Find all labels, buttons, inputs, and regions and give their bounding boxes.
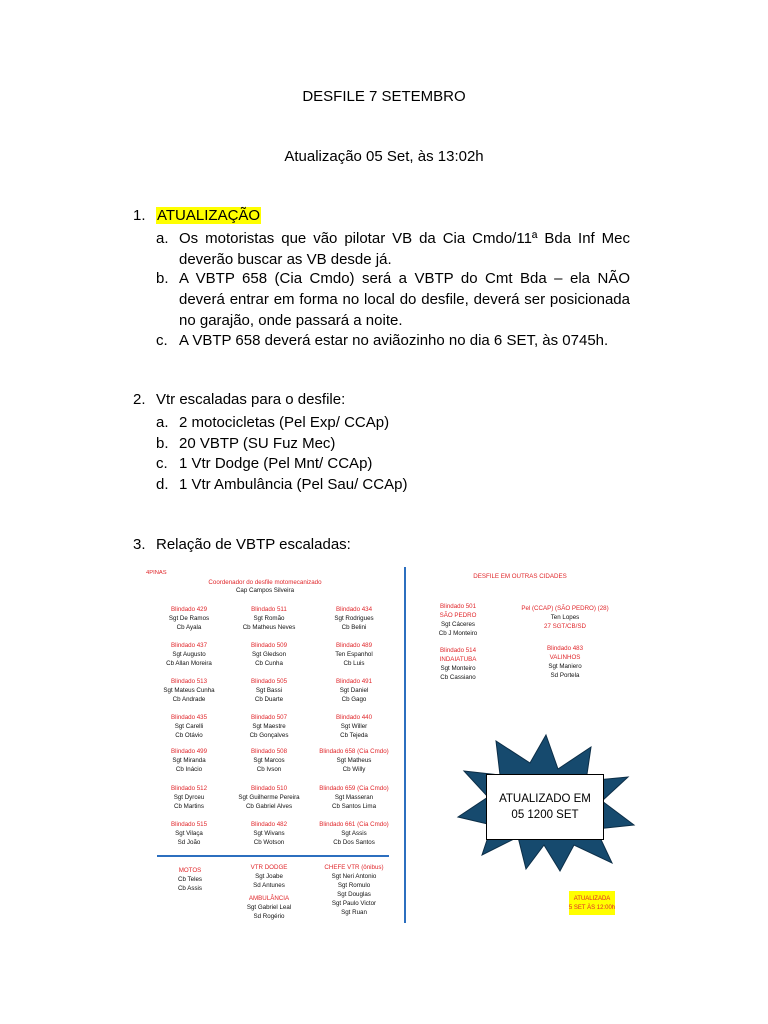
ambulancia-title: AMBULÂNCIA [248,895,290,902]
roster-crew-member: Cb Martins [174,803,204,810]
roster-crew-member: Cb Andrade [172,696,206,703]
section-3-title: Relação de VBTP escaladas: [156,536,351,553]
roster-vehicle: Blindado 489 [335,642,373,649]
roster-crew-member: Ten Espanhol [335,651,373,658]
roster-crew-member: Sgt Maestre [252,723,286,730]
roster-crew-member: Cb Wotson [253,839,285,846]
item-letter: c. [156,332,168,349]
roster-vehicle: Blindado 505 [250,678,288,685]
roster-vehicle: Blindado 509 [250,642,288,649]
dodge-crew-2: Sd Antunes [253,882,285,889]
roster-crew-member: Sgt Miranda [172,757,206,764]
roster-crew-member: Sgt Marcos [253,757,285,764]
roster-crew-member: Sgt Assis [341,830,367,837]
section-2-heading [133,391,345,408]
coordinator-name: Cap Campos Silveira [235,587,295,594]
section-1-heading [133,207,261,224]
pel-name: Ten Lopes [550,614,580,621]
roster-vehicle: Blindado 510 [250,785,288,792]
roster-vehicle: Blindado 658 (Cia Cmdo) [319,748,389,755]
roster-vehicle: Blindado 434 [335,606,373,613]
item-text: A VBTP 658 deverá estar no aviãozinho no dia 6 SET, às 0745h. [179,332,609,349]
roster-crew-member: Cb Dos Santos [333,839,375,846]
roster-crew-member: Sgt Mateus Cunha [163,687,215,694]
roster-crew-member: Cb Tejeda [340,732,368,739]
update-stamp [486,774,604,840]
roster-vehicle: Blindado 491 [335,678,373,685]
item-text: 1 Vtr Dodge (Pel Mnt/ CCAp) [179,455,373,472]
section-2-item-a [156,412,389,433]
section-1-item-c [156,330,630,351]
section-2-item-d [156,474,407,495]
roster-vehicle: Blindado 515 [170,821,208,828]
item-text: 2 motocicletas (Pel Exp/ CCAp) [179,414,390,431]
roster-crew-member: Sgt Rodrigues [334,615,374,622]
roster-crew-member: Cb Ivson [256,766,282,773]
chefe-title: CHEFE VTR (ônibus) [324,864,384,871]
section-1-number: 1. [133,207,146,224]
roster-vehicle: Blindado 429 [170,606,208,613]
section-3-heading [133,536,351,553]
item-letter: a. [156,230,169,247]
roster-vehicle: Blindado 482 [250,821,288,828]
motos-title: MOTOS [178,867,202,874]
b483-crew-1: Sgt Maniero [548,663,582,670]
section-1-item-b [156,268,630,331]
roster-crew-member: Cb Gabriel Alves [245,803,293,810]
section-2-title: Vtr escaladas para o desfile: [156,391,346,408]
roster-crew-member: Cb Allan Moreira [166,660,212,667]
roster-crew-member: Sgt Gledson [251,651,287,658]
b501-vehicle: Blindado 501 [439,603,477,610]
chefe-crew-1: Sgt Neri Antonio [331,873,377,880]
section-3-number: 3. [133,536,146,553]
roster-crew-member: Cb Ayala [176,624,202,631]
roster-crew-member: Sgt Matheus [336,757,372,764]
roster-vehicle: Blindado 661 (Cia Cmdo) [319,821,389,828]
small-note-line-2: 5 SET ÀS 12:00h [568,905,616,911]
roster-vehicle: Blindado 508 [250,748,288,755]
roster-crew-member: Cb Duarte [254,696,284,703]
ambulancia-crew-1: Sgt Gabriel Leal [246,904,292,911]
b501-city: SÃO PEDRO [439,612,477,619]
b501-crew-1: Sgt Cáceres [440,621,476,628]
b483-vehicle: Blindado 483 [546,645,584,652]
item-letter: b. [156,270,169,287]
roster-vehicle: Blindado 507 [250,714,288,721]
roster-crew-member: Cb Gago [341,696,367,703]
roster-divider-horizontal [157,855,389,857]
section-2-item-b [156,433,335,454]
chefe-crew-2: Sgt Romulo [337,882,371,889]
stamp-line-1: ATUALIZADO EM [499,793,591,805]
motos-crew-1: Cb Teles [178,876,202,883]
roster-vehicle: Blindado 512 [170,785,208,792]
roster-crew-member: Cb Cunha [255,660,283,667]
b483-city: VALINHOS [549,654,581,661]
pel-sub: 27 SGT/CB/SD [544,623,586,630]
roster-crew-member: Sgt Willer [340,723,368,730]
roster-vehicle: Blindado 499 [170,748,208,755]
roster-crew-member: Cb Matheus Neves [242,624,296,631]
roster-crew-member: Cb Inácio [175,766,203,773]
item-letter: c. [156,455,168,472]
roster-vehicle: Blindado 437 [170,642,208,649]
roster-crew-member: Sgt De Ramos [168,615,210,622]
roster-crew-member: Sgt Augusto [172,651,206,658]
roster-crew-member: Sgt Bassi [255,687,283,694]
chefe-crew-4: Sgt Paulo Victor [331,900,377,907]
roster-crew-member: Sgt Romão [253,615,285,622]
roster-crew-member: Cb Luis [343,660,365,667]
roster-crew-member: Cb Willy [342,766,366,773]
motos-crew-2: Cb Assis [177,885,203,892]
roster-vehicle: Blindado 513 [170,678,208,685]
roster-vehicle: Blindado 440 [335,714,373,721]
small-note-line-1: ATUALIZADA [573,896,611,902]
update-line: Atualização 05 Set, às 13:02h [284,148,484,165]
pel-title: Pel (CCAP) (SÃO PEDRO) (28) [521,605,609,612]
roster-crew-member: Sgt Dyrceu [173,794,205,801]
section-2-number: 2. [133,391,146,408]
b514-city: INDAIATUBA [439,656,477,663]
section-1-title: ATUALIZAÇÃO [157,207,261,224]
roster-crew-member: Sgt Vilaça [175,830,203,837]
roster-crew-member: Sgt Carelli [174,723,204,730]
roster-vehicle: Blindado 659 (Cia Cmdo) [319,785,389,792]
roster-vehicle: Blindado 435 [170,714,208,721]
section-2-item-c [156,453,372,474]
b514-vehicle: Blindado 514 [439,647,477,654]
section-1-item-a [156,228,630,270]
b514-crew-2: Cb Cassiano [440,674,476,681]
roster-crew-member: Cb Santos Lima [331,803,377,810]
roster-crew-member: Sd João [177,839,201,846]
ambulancia-crew-2: Sd Rogério [253,913,285,920]
item-text: Os motoristas que vão pilotar VB da Cia Cmdo/11ª Bda Inf Mec deverão buscar as VB desde já. [179,230,630,268]
dodge-crew-1: Sgt Joabe [255,873,283,880]
dodge-title: VTR DODGE [250,864,288,871]
roster-vehicle: Blindado 511 [251,606,287,613]
roster-crew-member: Cb Belini [341,624,367,631]
b501-crew-2: Cb J Monteiro [438,630,478,637]
item-text: 20 VBTP (SU Fuz Mec) [179,435,336,452]
roster-crew-member: Sgt Masseran [334,794,374,801]
item-letter: d. [156,476,169,493]
b514-crew-1: Sgt Monteiro [440,665,476,672]
b483-crew-2: Sd Portela [550,672,580,679]
chefe-crew-5: Sgt Ruan [341,909,367,916]
roster-crew-member: Sgt Wivans [253,830,285,837]
roster-crew-member: Cb Gonçalves [249,732,289,739]
roster-divider-vertical [404,567,406,923]
roster-crew-member: Sgt Daniel [339,687,369,694]
roster-header-left: 4PINAS [146,570,167,576]
item-text: 1 Vtr Ambulância (Pel Sau/ CCAp) [179,476,408,493]
document-title: DESFILE 7 SETEMBRO [302,88,466,105]
item-letter: b. [156,435,169,452]
stamp-line-2: 05 1200 SET [511,809,579,821]
chefe-crew-3: Sgt Douglas [337,891,371,898]
item-text: A VBTP 658 (Cia Cmdo) será a VBTP do Cmt Bda – ela NÃO deverá entrar em forma no local do desfile, deverá ser posicionada no garajão, onde passará a noite. [179,270,630,329]
roster-crew-member: Sgt Guilherme Pereira [238,794,300,801]
other-cities-title: DESFILE EM OUTRAS CIDADES [473,573,567,580]
coordinator-title: Coordenador do desfile motomecanizado [208,579,322,586]
roster-crew-member: Cb Otávio [175,732,203,739]
item-letter: a. [156,414,169,431]
